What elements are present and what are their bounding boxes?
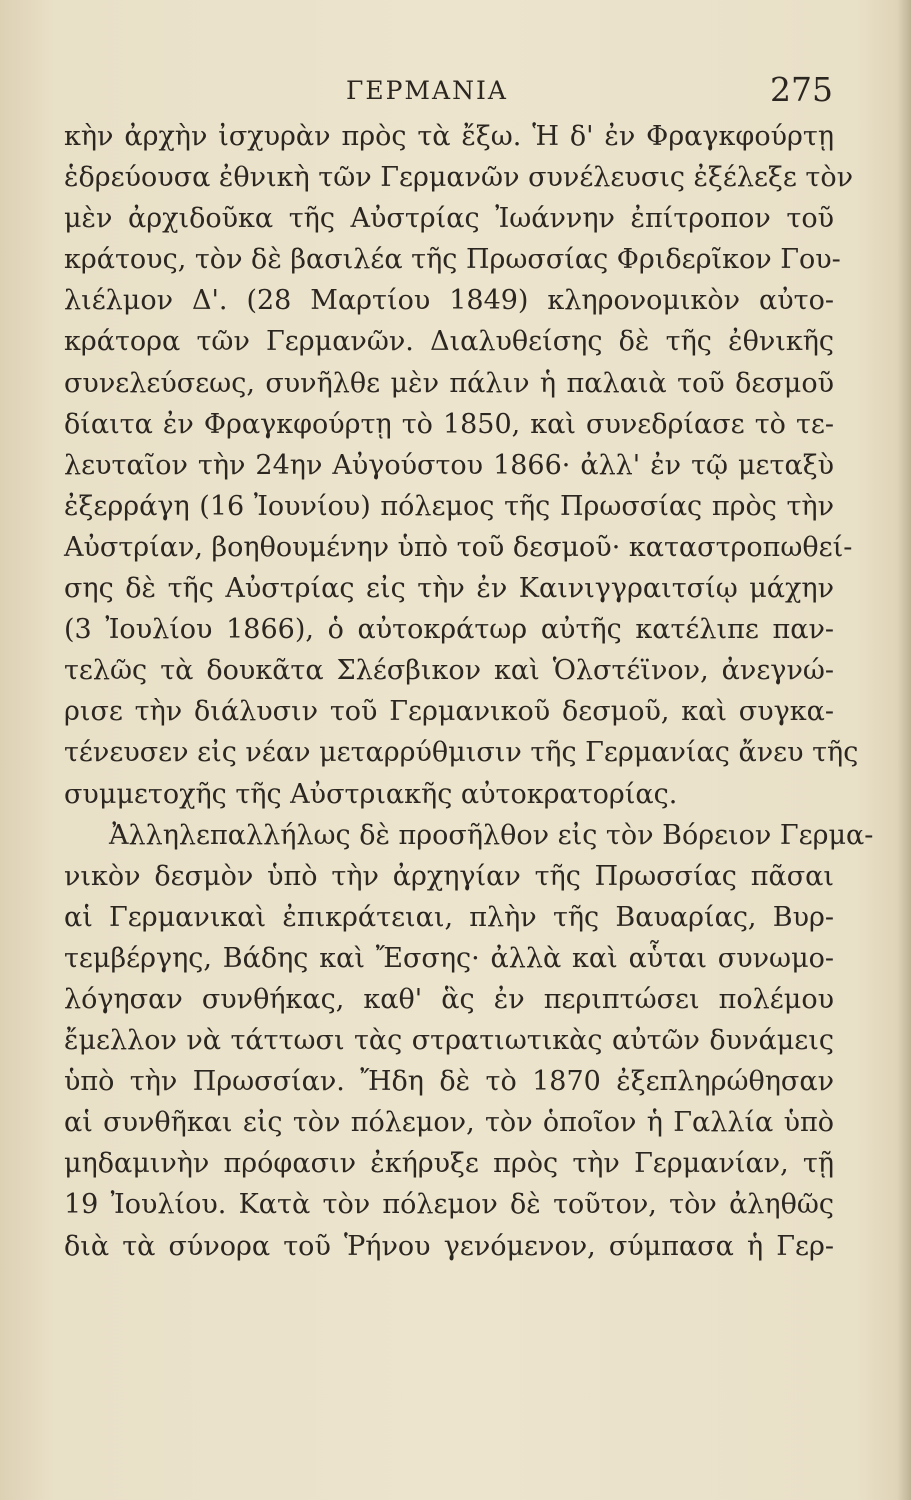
text-line: ἐξερράγη (16 Ἰουνίου) πόλεμος τῆς Πρωσσίας πρὸς τὴν: [64, 490, 834, 522]
text-line: τένευσεν εἰς νέαν μεταρρύθμισιν τῆς Γερμανίας ἄνευ τῆς: [64, 737, 859, 769]
text-line: τελῶς τὰ δουκᾶτα Σλέσβικον καὶ Ὁλστέϊνον, ἀνεγνώ-: [64, 655, 834, 687]
text-line: (3 Ἰουλίου 1866), ὁ αὐτοκράτωρ αὐτῆς κατέλιπε παν-: [64, 614, 834, 646]
text-line: ἑδρεύουσα ἐθνικὴ τῶν Γερμανῶν συνέλευσις ἐξέλεξε τὸν: [64, 162, 854, 194]
page-number: 275: [770, 70, 833, 109]
page-edge-shadow: [897, 0, 911, 1500]
text-line: Ἀλληλεπαλλήλως δὲ προσῆλθον εἰς τὸν Βόρειον Γερμα-: [109, 819, 874, 851]
text-line: μηδαμινὴν πρόφασιν ἐκήρυξε πρὸς τὴν Γερμανίαν, τῇ: [64, 1148, 834, 1180]
text-line: αἱ Γερμανικαὶ ἐπικράτειαι, πλὴν τῆς Βαυαρίας, Βυρ-: [64, 901, 834, 933]
text-line: συμμετοχῆς τῆς Αὐστριακῆς αὐτοκρατορίας.: [64, 778, 678, 810]
running-title: ΓΕΡΜΑΝΙΑ: [346, 76, 508, 105]
text-line: διὰ τὰ σύνορα τοῦ Ῥήνου γενόμενον, σύμπασα ἡ Γερ-: [64, 1230, 834, 1262]
text-line: Αὐστρίαν, βοηθουμένην ὑπὸ τοῦ δεσμοῦ· καταστροπωθεί-: [64, 531, 853, 563]
text-line: λευταῖον τὴν 24ην Αὐγούστου 1866· ἀλλ' ἐν τῷ μεταξὺ: [64, 449, 834, 481]
text-line: ρισε τὴν διάλυσιν τοῦ Γερμανικοῦ δεσμοῦ, καὶ συγκα-: [64, 696, 834, 728]
text-line: τεμβέργης, Βάδης καὶ Ἔσσης· ἀλλὰ καὶ αὗται συνωμο-: [64, 942, 834, 974]
text-line: 19 Ἰουλίου. Κατὰ τὸν πόλεμον δὲ τοῦτον, τὸν ἀληθῶς: [64, 1189, 834, 1221]
text-line: συνελεύσεως, συνῆλθε μὲν πάλιν ἡ παλαιὰ τοῦ δεσμοῦ: [64, 367, 834, 399]
text-line: δίαιτα ἐν Φραγκφούρτῃ τὸ 1850, καὶ συνεδρίασε τὸ τε-: [64, 408, 834, 440]
text-line: μὲν ἀρχιδοῦκα τῆς Αὐστρίας Ἰωάννην ἐπίτροπον τοῦ: [64, 203, 834, 235]
text-line: ὑπὸ τὴν Πρωσσίαν. Ἤδη δὲ τὸ 1870 ἐξεπληρώθησαν: [64, 1066, 834, 1098]
text-line: αἱ συνθῆκαι εἰς τὸν πόλεμον, τὸν ὁποῖον ἡ Γαλλία ὑπὸ: [64, 1107, 834, 1139]
text-line: σης δὲ τῆς Αὐστρίας εἰς τὴν ἐν Καινιγγραιτσίῳ μάχην: [64, 573, 834, 605]
page-header: [0, 70, 911, 110]
text-line: λιέλμον Δ'. (28 Μαρτίου 1849) κληρονομικὸν αὐτο-: [64, 285, 834, 317]
text-line: νικὸν δεσμὸν ὑπὸ τὴν ἀρχηγίαν τῆς Πρωσσίας πᾶσαι: [64, 860, 834, 892]
text-line: λόγησαν συνθήκας, καθ' ἃς ἐν περιπτώσει πολέμου: [64, 983, 834, 1015]
body-text: [64, 116, 874, 1267]
text-line: κράτους, τὸν δὲ βασιλέα τῆς Πρωσσίας Φριδερῖκον Γου-: [64, 244, 841, 276]
text-line: ἔμελλον νὰ τάττωσι τὰς στρατιωτικὰς αὐτῶν δυνάμεις: [64, 1025, 834, 1057]
text-line: κράτορα τῶν Γερμανῶν. Διαλυθείσης δὲ τῆς ἐθνικῆς: [64, 326, 834, 358]
text-line: κὴν ἀρχὴν ἰσχυρὰν πρὸς τὰ ἔξω. Ἡ δ' ἐν Φραγκφούρτῃ: [64, 121, 834, 152]
